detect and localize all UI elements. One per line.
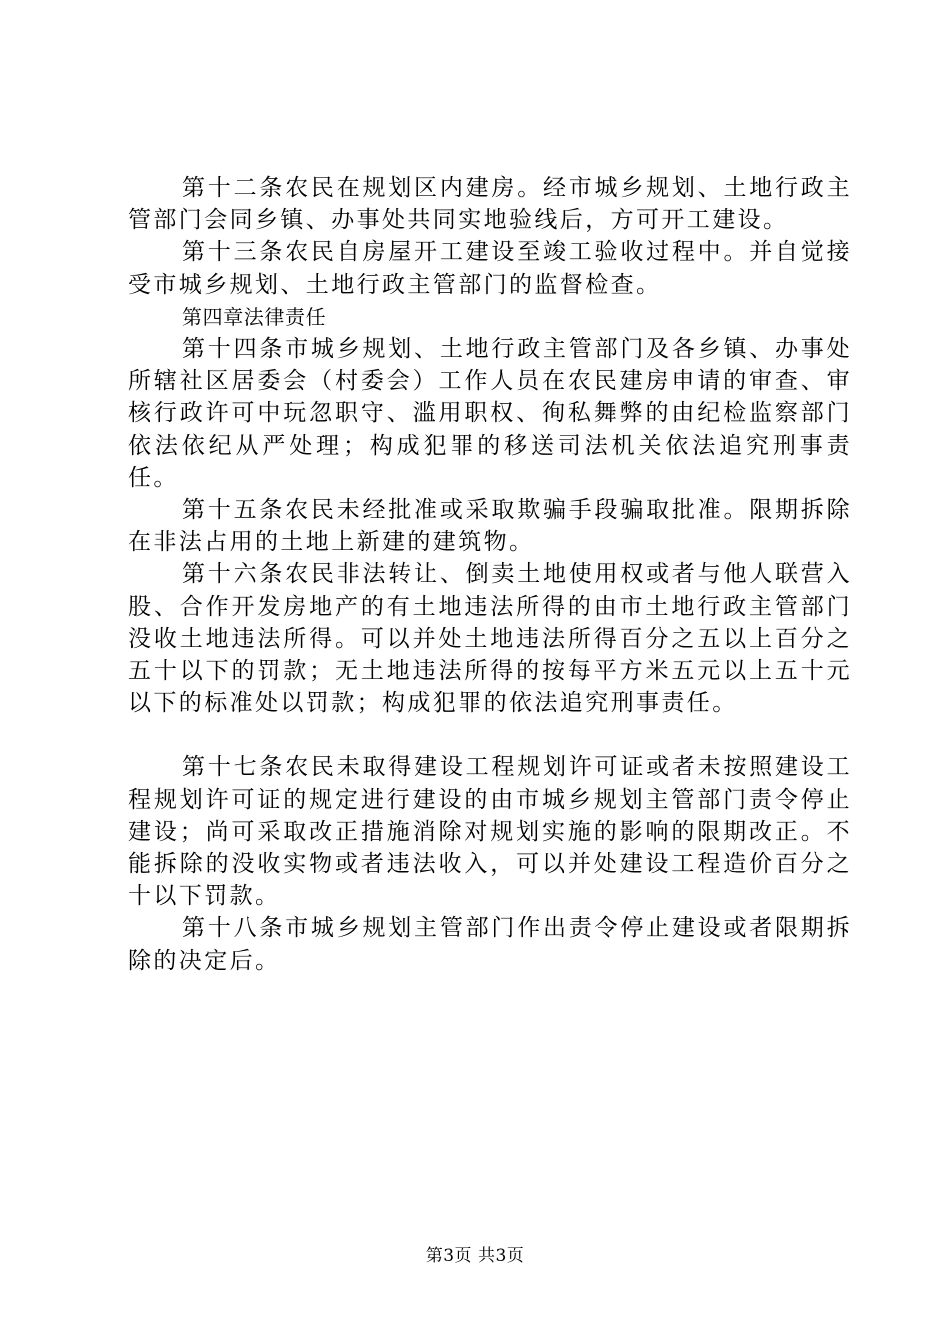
article-13: 第十三条农民自房屋开工建设至竣工验收过程中。并自觉接受市城乡规划、土地行政主管部门的监督检查。 <box>128 239 852 298</box>
article-14: 第十四条市城乡规划、土地行政主管部门及各乡镇、办事处所辖社区居委会（村委会）工作人员在农民建房申请的审查、审核行政许可中玩忽职守、滥用职权、徇私舞弊的由纪检监察部门依法依纪从严处理；构成犯罪的移送司法机关依法追究刑事责任。 <box>128 336 852 491</box>
article-16: 第十六条农民非法转让、倒卖土地使用权或者与他人联营入股、合作开发房地产的有土地违法所得的由市土地行政主管部门没收土地违法所得。可以并处土地违法所得百分之五以上百分之五十以下的罚款；无土地违法所得的按每平方米五元以上五十元以下的标准处以罚款；构成犯罪的依法追究刑事责任。 <box>128 561 852 717</box>
article-17: 第十七条农民未取得建设工程规划许可证或者未按照建设工程规划许可证的规定进行建设的由市城乡规划主管部门责令停止建设；尚可采取改正措施消除对规划实施的影响的限期改正。不能拆除的没收实物或者违法收入，可以并处建设工程造价百分之十以下罚款。 <box>128 754 852 910</box>
paragraph-gap <box>128 719 852 751</box>
document-body <box>128 172 852 977</box>
article-15: 第十五条农民未经批准或采取欺骗手段骗取批准。限期拆除在非法占用的土地上新建的建筑物。 <box>128 497 852 556</box>
article-12: 第十二条农民在规划区内建房。经市城乡规划、土地行政主管部门会同乡镇、办事处共同实地验线后，方可开工建设。 <box>128 175 852 234</box>
chapter-4-heading: 第四章法律责任 <box>182 304 327 329</box>
article-18: 第十八条市城乡规划主管部门作出责令停止建设或者限期拆除的决定后。 <box>128 915 852 974</box>
page-number-footer: 第3页 共3页 <box>425 1246 525 1266</box>
